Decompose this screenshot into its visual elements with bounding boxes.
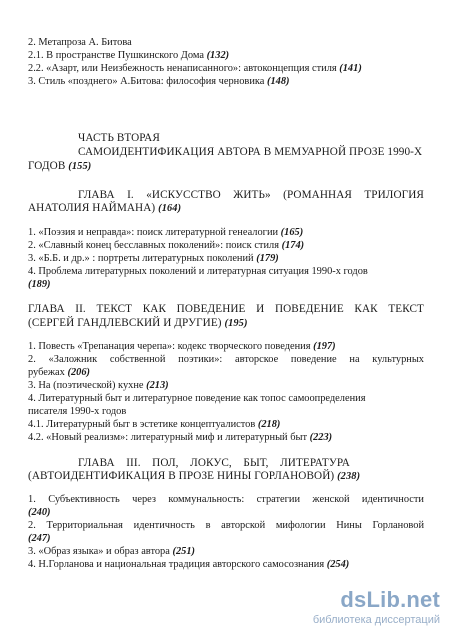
toc-entry: 2. Метапроза А. Битова (28, 37, 132, 48)
chapter-title-cont: (СЕРГЕЙ ГАНДЛЕВСКИЙ И ДРУГИЕ) (195) (28, 317, 248, 329)
chapter-title-cont: АНАТОЛИЯ НАЙМАНА) (164) (28, 202, 182, 214)
watermark-logo (312, 587, 446, 632)
page-number: (223) (309, 432, 333, 443)
page-number: (155) (68, 161, 92, 172)
chapter-title: ГЛАВА II. ТЕКСТ КАК ПОВЕДЕНИЕ И ПОВЕДЕНИЕ КАК ТЕКСТ (28, 303, 424, 315)
page-number: (148) (267, 76, 290, 87)
page-number: (218) (257, 419, 281, 430)
page-number: (189) (28, 279, 51, 290)
page-number: (164) (158, 203, 182, 214)
page-number: (179) (256, 253, 279, 264)
page-number: (132) (206, 50, 230, 61)
watermark-site: dsLib.net (340, 587, 440, 612)
page-number: (197) (313, 341, 336, 352)
toc-entry: 2. «Славный конец бесславных поколений»: поиск стиля (174) (28, 240, 305, 251)
page-number: (141) (339, 63, 362, 74)
part-title-cont: ГОДОВ (155) (28, 160, 92, 172)
page-number: (213) (146, 380, 169, 391)
toc-entry: 1. Повесть «Трепанация черепа»: кодекс творческого поведения (197) (28, 341, 336, 352)
toc-entry: писателя 1990-х годов (28, 406, 127, 417)
page-number: (240) (28, 507, 51, 518)
watermark-caption: библиотека диссертаций (312, 614, 440, 626)
toc-entry-page (28, 533, 424, 545)
part-title: САМОИДЕНТИФИКАЦИЯ АВТОРА В МЕМУАРНОЙ ПРОЗЕ 1990-Х (78, 146, 423, 158)
toc-entry: 2.1. В пространстве Пушкинского Дома (132) (28, 50, 230, 61)
toc-entry: 2.2. «Азарт, или Неизбежность ненаписанного»: автоконцепция стиля (141) (28, 63, 362, 74)
chapter-title: ГЛАВА I. «ИСКУССТВО ЖИТЬ» (РОМАННАЯ ТРИЛОГИЯ (78, 189, 424, 201)
toc-entry: 4. Литературный быт и литературное поведение как топос самоопределения (28, 393, 366, 404)
toc-entry: 3. «Образ языка» и образ автора (251) (28, 546, 195, 557)
page-number: (195) (224, 318, 248, 329)
toc-entry: 3. На (поэтической) кухне (213) (28, 380, 169, 391)
page-number: (165) (280, 227, 304, 238)
toc-entry: 4.1. Литературный быт в эстетике концептуалистов (218) (28, 419, 281, 430)
page-number: (174) (281, 240, 305, 251)
page-number: (206) (67, 367, 90, 378)
toc-entry: 1. Субъективность через коммунальность: стратегии женской идентичности (28, 494, 424, 505)
toc-entry: 2. Территориальная идентичность в авторской мифологии Нины Горлановой (28, 520, 424, 531)
toc-entry: 3. Стиль «позднего» А.Битова: философия черновика (148) (28, 76, 290, 87)
toc-entry: 4. Проблема литературных поколений и литературная ситуация 1990-х годов (28, 266, 368, 277)
toc-entry: 2. «Заложник собственной поэтики»: авторское поведение на культурных (28, 354, 424, 365)
toc-entry: рубежах (206) (28, 367, 90, 378)
page-number: (238) (337, 471, 361, 482)
page-number: (247) (28, 533, 51, 544)
toc-entry-page (28, 507, 424, 519)
toc-entry: 4. Н.Горланова и национальная традиция авторского самосознания (254) (28, 559, 350, 570)
chapter-title-cont: (АВТОИДЕНТИФИКАЦИЯ В ПРОЗЕ НИНЫ ГОРЛАНОВОЙ) (238) (28, 470, 361, 482)
page-number: (251) (172, 546, 195, 557)
toc-entry: 4.2. «Новый реализм»: литературный миф и литературный быт (223) (28, 432, 333, 443)
toc-entry: 1. «Поэзия и неправда»: поиск литературной генеалогии (165) (28, 227, 304, 238)
toc-entry: 3. «Б.Б. и др.» : портреты литературных поколений (179) (28, 253, 279, 264)
chapter-title: ГЛАВА III. ПОЛ, ЛОКУС, БЫТ, ЛИТЕРАТУРА (78, 457, 350, 469)
page-number: (254) (326, 559, 350, 570)
part-label: ЧАСТЬ ВТОРАЯ (78, 132, 160, 144)
toc-entry-page (28, 279, 424, 291)
